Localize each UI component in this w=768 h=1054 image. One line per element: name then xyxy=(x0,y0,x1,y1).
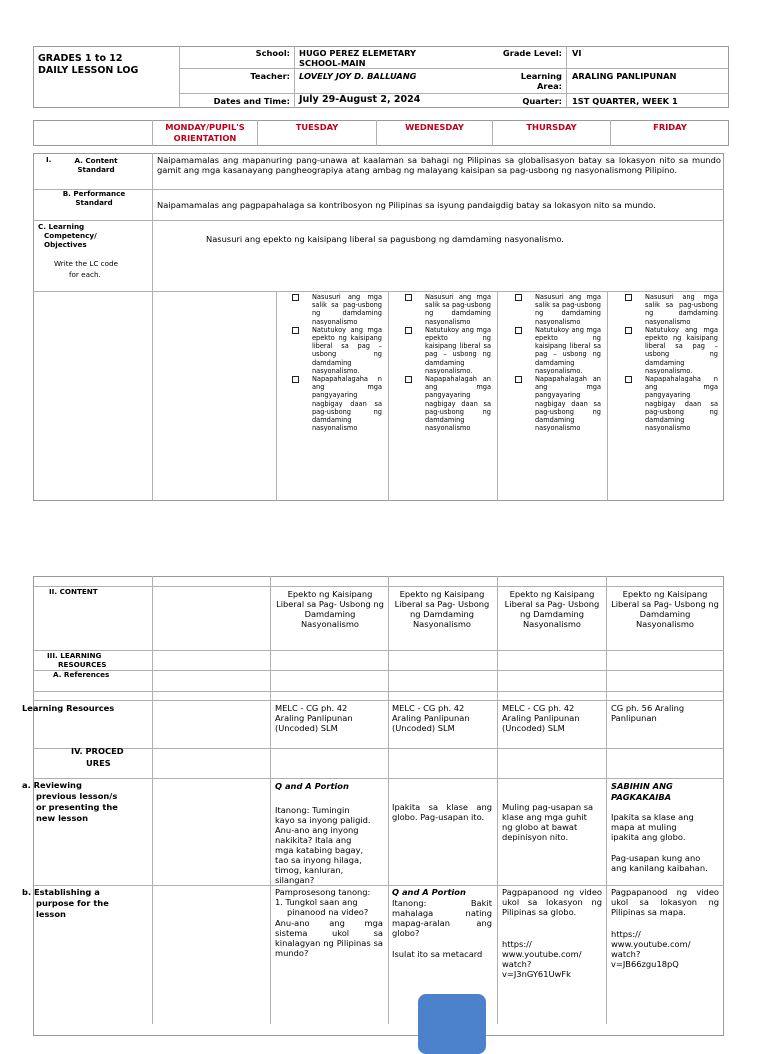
row-a-label-3: or presenting the xyxy=(36,802,118,812)
metacard-image xyxy=(418,994,486,1054)
row-a-thursday-text: Muling pag-usapan sa klase ang mga guhit ng globo at bawat depinisyon nito. xyxy=(502,802,594,842)
row-a-friday-head-2: PAGKAKAIBA xyxy=(611,792,672,802)
list-item: Nasusuri ang mga salik sa pag-usbong ng damdaming nasyonalismo xyxy=(405,293,491,326)
lc-label-2: Competency/ xyxy=(44,231,97,240)
divider xyxy=(388,291,389,501)
lc-label-4: Write the LC code xyxy=(54,259,118,268)
day-wednesday: WEDNESDAY xyxy=(405,122,464,132)
row-a-label-4: new lesson xyxy=(36,813,89,823)
divider xyxy=(497,576,498,1024)
checkbox-icon xyxy=(405,327,412,334)
wednesday-objectives xyxy=(405,293,491,432)
checkbox-icon xyxy=(625,294,632,301)
learning-resources-label: Learning Resources xyxy=(22,703,115,713)
divider xyxy=(33,691,724,692)
divider xyxy=(179,93,729,94)
list-item: Napapahalagah an ang mga pangyayaring nagbigay daan sa pag-usbong ng damdaming nasyonalismo xyxy=(405,375,491,432)
grade-label: Grade Level: xyxy=(502,48,562,58)
row-b-tuesday-text-4: Anu-ano ang mga sistema ukol sa kinalagyan ng Pilipinas sa mundo? xyxy=(275,918,383,958)
content-friday: Epekto ng Kaisipang Liberal sa Pag- Usbong ng Damdaming Nasyonalismo xyxy=(611,589,719,629)
divider xyxy=(179,68,729,69)
grade-value: VI xyxy=(572,48,582,58)
perf-std-text: Naipamamalas ang pagpapahalaga sa kontribosyon ng Pilipinas sa isyung pandaigdig batay sa lokasyon nito sa mundo. xyxy=(157,200,656,210)
row-a-tuesday-head: Q and A Portion xyxy=(275,781,349,791)
divider xyxy=(33,586,724,587)
checkbox-icon xyxy=(292,294,299,301)
area-value: ARALING PANLIPUNAN xyxy=(572,71,677,81)
school-label: School: xyxy=(255,48,290,58)
objectives-num: I. xyxy=(46,155,52,164)
content-thursday: Epekto ng Kaisipang Liberal sa Pag- Usbong ng Damdaming Nasyonalismo xyxy=(504,589,600,629)
row-b-wednesday-text-2: Isulat ito sa metacard xyxy=(392,949,483,959)
checkbox-icon xyxy=(515,294,522,301)
dates-value: July 29-August 2, 2024 xyxy=(299,94,421,105)
resources-thursday: MELC - CG ph. 42 Araling Panlipunan (Uncoded) SLM xyxy=(502,703,580,733)
divider xyxy=(33,778,724,779)
row-a-friday-text-2: Pag-usapan kung ano ang kanilang kaibahan. xyxy=(611,853,708,873)
row-b-tuesday-text-3: pinanood na video? xyxy=(287,907,369,917)
list-item: Nasusuri ang mga salik sa pag-usbong ng damdaming nasyonalismo xyxy=(292,293,382,326)
log-title-line2: DAILY LESSON LOG xyxy=(38,65,139,76)
resources-tuesday: MELC - CG ph. 42 Araling Panlipunan (Uncoded) SLM xyxy=(275,703,353,733)
row-b-friday-text: Pagpapanood ng video ukol sa lokasyon ng Pilipinas sa mapa. xyxy=(611,887,719,917)
list-item: Natutukoy ang mga epekto ng kaisipang liberal sa pag –usbong ng damdaming nasyonalismo. xyxy=(292,326,382,375)
lc-text: Nasusuri ang epekto ng kaisipang liberal sa pagusbong ng damdaming nasyonalismo. xyxy=(206,234,564,244)
checkbox-icon xyxy=(292,376,299,383)
content-std-label-1: A. Content xyxy=(74,156,118,165)
list-item: Natutukoy ang mga epekto ng kaisipang liberal sa pag –usbong ng damdaming nasyonalismo. xyxy=(625,326,718,375)
tuesday-objectives xyxy=(292,293,382,432)
perf-std-label-1: B. Performance xyxy=(62,189,126,198)
divider xyxy=(388,576,389,1024)
content-std-label-2: Standard xyxy=(77,165,115,174)
resources-wednesday: MELC - CG ph. 42 Araling Panlipunan (Uncoded) SLM xyxy=(392,703,470,733)
list-item: Natutukoy ang mga epekto ng kaisipang liberal sa pag – usbong ng damdaming nasyonalismo. xyxy=(515,326,601,375)
friday-objectives xyxy=(625,293,718,432)
row-a-tuesday-text: Itanong: Tumingin kayo sa inyong paligid. Anu-ano ang inyong nakikita? Itala ang mga katabing bagay, tao sa inyong hilaga, timog, kanluran, silangan? xyxy=(275,805,371,885)
day-monday-2: ORIENTATION xyxy=(173,133,237,143)
divider xyxy=(152,576,153,1024)
divider xyxy=(33,291,724,292)
divider xyxy=(497,291,498,501)
resources-label-2: RESOURCES xyxy=(58,660,107,669)
content-label: II. CONTENT xyxy=(49,587,98,596)
divider xyxy=(294,46,295,108)
row-b-thursday-url[interactable]: https:// www.youtube.com/ watch? v=J3nGY61UwFk xyxy=(502,939,582,979)
school-value-2: SCHOOL-MAIN xyxy=(299,58,366,68)
log-title-line1: GRADES 1 to 12 xyxy=(38,53,123,64)
divider xyxy=(33,885,724,886)
list-item: Natutukoy ang mga epekto ng kaisipang liberal sa pag – usbong ng damdaming nasyonalismo. xyxy=(405,326,491,375)
checkbox-icon xyxy=(405,294,412,301)
divider xyxy=(607,291,608,501)
checkbox-icon xyxy=(292,327,299,334)
row-a-friday-text-1: Ipakita sa klase ang mapa at muling ipakita ang globo. xyxy=(611,812,694,842)
divider xyxy=(276,291,277,501)
content-tuesday: Epekto ng Kaisipang Liberal sa Pag- Usbong ng Damdaming Nasyonalismo xyxy=(276,589,384,629)
row-b-label-3: lesson xyxy=(36,909,66,919)
list-item: Napapahalagah an ang mga pangyayaring nagbigay daan sa pag-usbong ng damdaming nasyonalismo xyxy=(515,375,601,432)
day-thursday: THURSDAY xyxy=(526,122,577,132)
divider xyxy=(33,650,724,651)
list-item: Napapahalagaha n ang mga pangyayaring nagbigay daan sa pag-usbong ng damdaming nasyonalismo xyxy=(292,375,382,432)
divider xyxy=(606,576,607,1024)
procedures-label-2: URES xyxy=(86,758,111,768)
procedures-label-1: IV. PROCED xyxy=(71,746,124,756)
lc-label-5: for each. xyxy=(69,270,101,279)
row-b-wednesday-head: Q and A Portion xyxy=(392,887,466,897)
row-a-friday-head-1: SABIHIN ANG xyxy=(611,781,673,791)
row-a-label-1: a. Reviewing xyxy=(22,780,82,790)
list-item: Nasusuri ang mga salik sa pag-usbong ng damdaming nasyonalismo xyxy=(625,293,718,326)
lc-label-3: Objectives xyxy=(44,240,87,249)
resources-label-1: III. LEARNING xyxy=(47,651,102,660)
checkbox-icon xyxy=(515,376,522,383)
area-label-1: Learning xyxy=(520,71,562,81)
day-tuesday: TUESDAY xyxy=(295,122,339,132)
content-std-text: Naipamamalas ang mapanuring pang-unawa at kaalaman sa bahagi ng Pilipinas sa globalisasyon batay sa lokasyon nito sa mundo gamit ang mga kasanayang pangheograpiya atang ambag ng malayang kaisipan sa pag-usbong ng nasyonalismong Pilipino. xyxy=(157,155,721,175)
lc-label-1: C. Learning xyxy=(38,222,85,231)
content-wednesday: Epekto ng Kaisipang Liberal sa Pag- Usbong ng Damdaming Nasyonalismo xyxy=(394,589,490,629)
checkbox-icon xyxy=(405,376,412,383)
divider xyxy=(33,748,724,749)
quarter-label: Quarter: xyxy=(522,96,562,106)
row-b-tuesday-text-2: 1. Tungkol saan ang xyxy=(275,897,358,907)
area-label-2: Area: xyxy=(536,81,562,91)
checkbox-icon xyxy=(625,327,632,334)
row-b-label-1: b. Establishing a xyxy=(22,887,100,897)
checkbox-icon xyxy=(625,376,632,383)
row-b-wednesday-text: Itanong: Bakit mahalaga nating mapag-aralan ang globo? xyxy=(392,898,492,938)
references-label: A. References xyxy=(53,670,110,679)
row-b-tuesday-text-1: Pamprosesong tanong: xyxy=(275,887,371,897)
teacher-value: LOVELY JOY D. BALLUANG xyxy=(299,71,417,81)
divider xyxy=(152,153,153,501)
perf-std-label-2: Standard xyxy=(75,198,113,207)
row-a-wednesday-text: Ipakita sa klase ang globo. Pag-usapan ito. xyxy=(392,802,492,822)
thursday-objectives xyxy=(515,293,601,432)
list-item: Nasusuri ang mga salik sa pag-usbong ng damdaming nasyonalismo xyxy=(515,293,601,326)
checkbox-icon xyxy=(515,327,522,334)
day-monday-1: MONDAY/PUPIL'S xyxy=(165,122,245,132)
divider xyxy=(566,46,567,108)
divider xyxy=(33,670,724,671)
row-b-friday-url[interactable]: https:// www.youtube.com/ watch? v=JB66zgu18pQ xyxy=(611,929,691,969)
day-friday: FRIDAY xyxy=(653,122,687,132)
list-item: Napapahalagaha n ang mga pangyayaring nagbigay daan sa pag-usbong ng damdaming nasyonalismo xyxy=(625,375,718,432)
row-a-label-2: previous lesson/s xyxy=(36,791,118,801)
school-value-1: HUGO PEREZ ELEMETARY xyxy=(299,48,417,58)
row-b-label-2: purpose for the xyxy=(36,898,109,908)
divider xyxy=(33,220,724,221)
row-b-thursday-text: Pagpapanood ng video ukol sa lokasyon ng Pilipinas sa globo. xyxy=(502,887,602,917)
quarter-value: 1ST QUARTER, WEEK 1 xyxy=(572,96,678,106)
resources-friday: CG ph. 56 Araling Panlipunan xyxy=(611,703,685,723)
teacher-label: Teacher: xyxy=(250,71,290,81)
divider xyxy=(270,576,271,1024)
divider xyxy=(33,700,724,701)
dates-label: Dates and Time: xyxy=(213,96,290,106)
